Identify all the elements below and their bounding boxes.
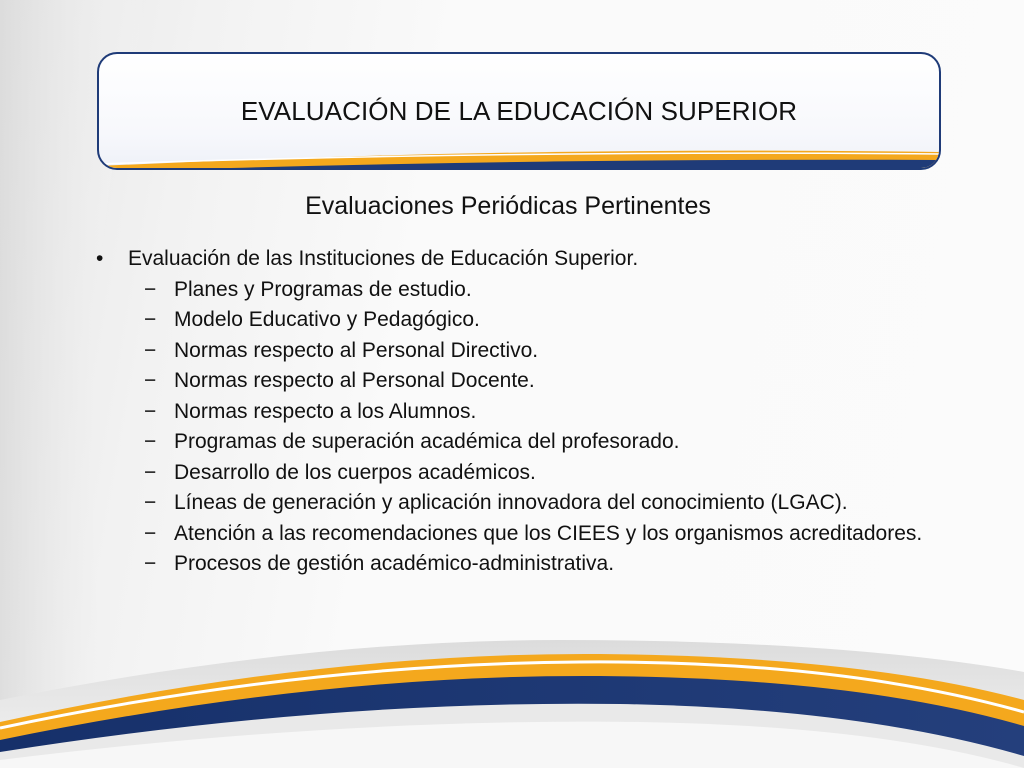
bullet-icon: • <box>96 247 104 270</box>
dash-icon: − <box>144 552 157 575</box>
list-item-text: Líneas de generación y aplicación innovadora del conocimiento (LGAC). <box>174 491 848 514</box>
list-item-text: Modelo Educativo y Pedagógico. <box>174 308 480 331</box>
dash-icon: − <box>144 308 157 331</box>
list-item-text: Procesos de gestión académico-administrativa. <box>174 552 615 575</box>
slide-title: EVALUACIÓN DE LA EDUCACIÓN SUPERIOR <box>240 96 798 126</box>
dash-icon: − <box>144 491 157 514</box>
list-item-text: Planes y Programas de estudio. <box>174 277 472 301</box>
main-bullet-text: Evaluación de las Instituciones de Educación Superior. <box>128 247 639 270</box>
dash-icon: − <box>144 277 157 301</box>
list-item-text: Desarrollo de los cuerpos académicos. <box>174 460 536 484</box>
list-item-text: Normas respecto al Personal Docente. <box>174 369 535 392</box>
dash-icon: − <box>144 460 157 484</box>
dash-icon: − <box>144 338 157 362</box>
list-item-text: Normas respecto al Personal Directivo. <box>174 338 539 362</box>
list-item-text: Normas respecto a los Alumnos. <box>174 399 477 423</box>
list-item-text: Atención a las recomendaciones que los CIEES y los organismos acreditadores. <box>174 521 923 545</box>
dash-icon: − <box>144 521 157 545</box>
dash-icon: − <box>144 369 157 392</box>
dash-icon: − <box>144 399 157 423</box>
dash-icon: − <box>144 430 157 453</box>
list-item-text: Programas de superación académica del profesorado. <box>174 430 680 453</box>
slide-subtitle: Evaluaciones Periódicas Pertinentes <box>305 192 711 220</box>
